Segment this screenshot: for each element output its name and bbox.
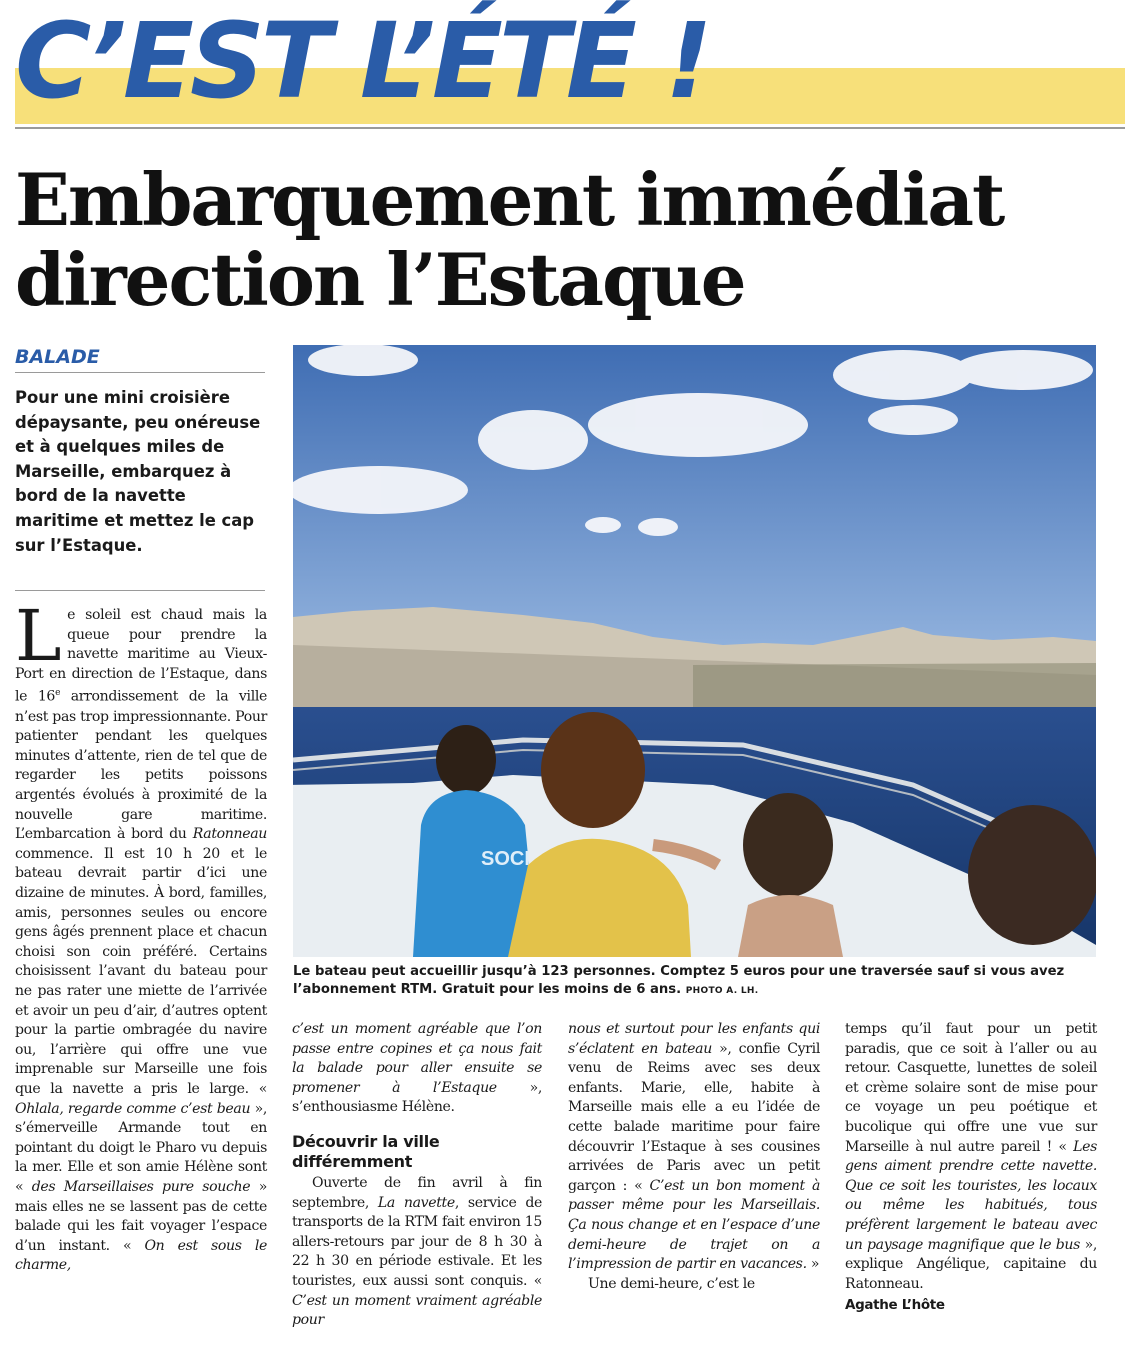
text-run: », s’enthousiasme Hélène.: [292, 1079, 542, 1116]
quote: Les gens aiment prendre cette navette. Que ce soit les touristes, les locaux ou même les habitués, tous préfèrent largement le bateau avec un paysage magnifique que le bus: [845, 1138, 1097, 1253]
text-run: arrondissement de la ville n’est pas trop impressionnante. Pour patienter pendant les quelques minutes d’attente, rien de tel que de regarder les petits poissons argentés évolués à proximité de la nouvelle gare maritime. L’embarcation à bord du: [15, 689, 267, 843]
quote: On est sous le charme,: [15, 1237, 267, 1274]
text-run: , service de transports de la RTM fait environ 15 allers-retours par jour de 8 h 30 à 22 h 30 en période estivale. Et les touristes, eux aussi sont conquis. «: [292, 1194, 542, 1289]
lead-rule: [15, 590, 265, 591]
quote: c’est un moment agréable que l’on passe entre copines et ça nous fait la balade pour aller ensuite se promener à l’Estaque: [292, 1021, 542, 1096]
text-run: commence. Il est 10 h 20 et le bateau devrait partir d’ici une dizaine de minutes. À bord, familles, amis, personnes seules ou encore gens âgés prennent place et chacun choisi son coin préféré. Certains choisissent l’avant du bateau pour ne pas rater une miette de l’arrivée et avoir un peu d’air, d’autres optent pour la partie ombragée du navire ou, l’arrière qui offre une vue imprenable sur Marseille une fois que la navette a pris le large. «: [15, 845, 267, 1097]
text-run: e: [55, 688, 61, 699]
text-run: » mais elles ne se lassent pas de cette balade qui les fait voyager l’espace d’un instant. «: [15, 1178, 267, 1254]
kicker-rule: [15, 127, 1125, 129]
text-run: », explique Angélique, capitaine du Ratonneau.: [845, 1236, 1097, 1292]
text-run: », confie Cyril venu de Reims avec ses deux enfants. Marie, elle, habite à Marseille mais elle a eu l’idée de cette balade maritime pour faire découvrir l’Estaque à ses cousines arrivées de Paris avec un petit garçon : «: [568, 1040, 820, 1194]
text-run: Ouverte de fin avril à fin septembre,: [292, 1174, 542, 1211]
text-run: »: [806, 1256, 820, 1273]
quote: C’est un bon moment à passer même pour les Marseillais. Ça nous change et en l’espace d’une demi-heure de trajet on a l’impression de partir en vacances.: [568, 1177, 820, 1273]
article-column-4: [845, 1020, 1097, 1316]
text-run: Une demi-heure, c’est le: [588, 1275, 755, 1292]
article-paragraph: [568, 1020, 820, 1275]
author-signature: Agathe L’hôte: [845, 1297, 945, 1314]
caption-text: Le bateau peut accueillir jusqu’à 123 personnes. Comptez 5 euros pour une traversée sauf si vous avez l’abonnement RTM. Gratuit pour les moins de 6 ans.: [293, 964, 1065, 997]
headline-line-1: Embarquement immédiat: [15, 157, 1004, 242]
text-run: temps qu’il faut pour un petit paradis, que ce soit à l’aller ou au retour. Casquette, lunettes de soleil et crème solaire sont de mise pour ce voyage un peu poétique et bucolique qui offre une vue sur Marseille à nul autre pareil ! «: [845, 1021, 1097, 1155]
text-run-italic: Ratonneau: [192, 826, 267, 843]
article-column-1: [15, 595, 267, 1276]
section-kicker: C’EST L’ÉTÉ !: [15, 0, 709, 122]
quote: C’est un moment vraiment agréable pour: [292, 1292, 542, 1329]
quote: nous et surtout pour les enfants qui s’éclatent en bateau: [568, 1021, 820, 1057]
shirt-lettering: SOCI: [481, 848, 530, 870]
article-lead: Pour une mini croisière dépaysante, peu onéreuse et à quelques miles de Marseille, embarquez à bord de la navette maritime et mettez le cap sur l’Estaque.: [15, 388, 261, 555]
quote: Ohlala, regarde comme c’est beau: [15, 1100, 251, 1117]
photo-credit: PHOTO A. LH.: [685, 986, 759, 996]
article-column-2: [292, 1020, 542, 1331]
article-paragraph: [292, 1174, 542, 1331]
article-photo: [293, 345, 1096, 957]
article-headline: [15, 157, 1115, 322]
text-run-italic: La navette: [377, 1194, 455, 1211]
article-paragraph: [568, 1275, 820, 1295]
drop-cap: L: [15, 595, 62, 677]
person-right: [968, 805, 1096, 945]
article-paragraph: [845, 1020, 1097, 1294]
text-run: », s’émerveille Armande tout en pointant du doigt le Pharo vu depuis la mer. Elle et son amie Hélène sont «: [15, 1100, 267, 1195]
section-label: BALADE: [15, 344, 265, 373]
article-column-3: [568, 1020, 820, 1294]
boat-photo-illustration: [293, 345, 1096, 957]
article-subhead: Découvrir la ville différemment: [292, 1131, 440, 1171]
quote: des Marseillaises pure souche: [31, 1178, 251, 1195]
headline-line-2: direction l’Estaque: [15, 237, 745, 322]
article-paragraph: [292, 1020, 542, 1118]
photo-caption: [293, 963, 1096, 1000]
text-run: e soleil est chaud mais la queue pour prendre la navette maritime au Vieux-Port en direction de l’Estaque, dans le 16: [15, 607, 267, 706]
article-paragraph: [15, 595, 267, 1276]
